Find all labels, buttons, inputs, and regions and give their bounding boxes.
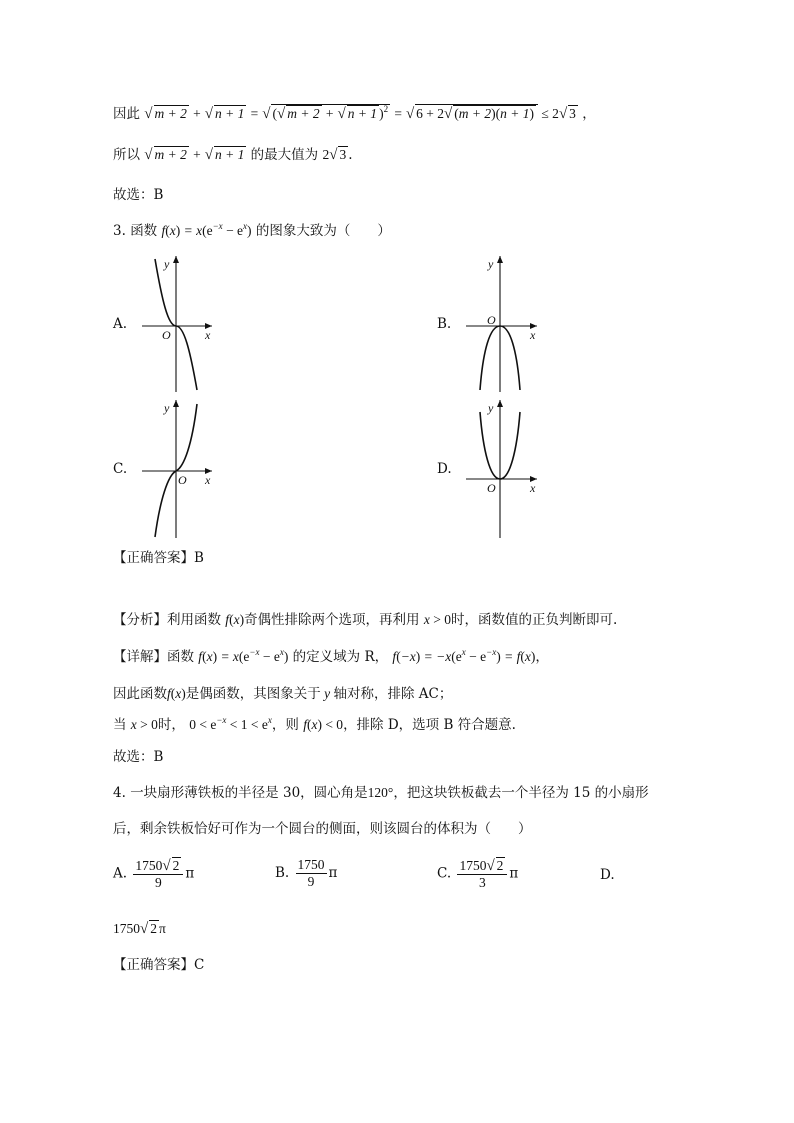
q4-option-c-den: 3 <box>479 875 486 890</box>
q3-detail-y: y <box>320 686 334 701</box>
q3-detail-label: 【详解】 <box>113 649 167 665</box>
q4-option-d-value: 1750√ 2 π <box>113 921 166 937</box>
q3-detail-line2c: 轴对称，排除 AC； <box>333 686 453 702</box>
q4-option-c-num: 1750 <box>459 858 487 873</box>
formula-sum-sqrt: √ m + 2 + √ n + 1 = √ (√ m + 2 + √ n + 1 )$^2$ = √ 6 + 2√ (m + 2)(n + 1) ≤ 2√ 3 <box>144 104 576 122</box>
q3-detail-domain: R <box>364 649 375 665</box>
q4-option-c-label: C. <box>437 865 452 882</box>
q3-detail-line3d: ，排除 D，选项 B 符合题意. <box>343 717 516 733</box>
q4-stem-line2: 后，剩余铁板恰好可作为一个圆台的侧面，则该圆台的体积为（ ） <box>113 821 532 837</box>
q3-detail-text1: 函数 <box>167 649 194 665</box>
q4-option-c-frac: $\frac{1750√ 2}{3}$ <box>457 857 507 891</box>
q3-analysis-label: 【分析】 <box>113 612 167 628</box>
solution-line-1: 因此 √ m + 2 + √ n + 1 = √ (√ m + 2 + √ n + 1 )$^2$ = √ 6 + 2√ (m + 2)(n + 1) ≤ 2√ 3 ， <box>113 104 596 122</box>
graph-c-y-label: y <box>164 401 170 415</box>
graph-b-y-arrow <box>497 256 503 263</box>
q3-formula: $f(x) = x(e^{-x} - e^x)$ <box>161 221 252 238</box>
graph-b-y-label: y <box>488 257 494 271</box>
q3-analysis-text3: 时，函数值的正负判断即可. <box>450 612 618 628</box>
q3-detail-line3c: ，则 <box>271 717 299 733</box>
formula-sum-sqrt-2: √ m + 2 + √ n + 1 <box>144 147 245 163</box>
answer-line-q3: 故选：B <box>113 749 164 765</box>
graph-a-x-label: x <box>205 328 211 342</box>
q4-stem-line1a: 一块扇形薄铁板的半径是 30，圆心角是 <box>130 785 368 801</box>
q3-detail-formula: $f(x) = x(e^{-x} - e^x)$ <box>198 647 289 664</box>
q3-stem-prefix: 函数 <box>130 223 158 239</box>
solution-line1-prefix: 因此 <box>113 106 140 122</box>
solution-line2-prefix: 所以 <box>113 147 140 163</box>
q3-detail-line2a: 因此函数 <box>113 686 167 702</box>
q3-analysis-cond: x > 0 <box>423 612 451 627</box>
q4-option-d-pi: π <box>158 921 166 936</box>
q3-detail-neg: f(x) < 0 <box>303 717 344 732</box>
q3-option-b-label[interactable]: B. <box>437 316 452 332</box>
q3-analysis-text2: 奇偶性排除两个选项，再利用 <box>244 612 420 628</box>
max-value: 2√ 3 <box>322 147 347 163</box>
q4-correct-answer-label: 【正确答案】 <box>113 957 194 973</box>
q4-angle: 120° <box>367 785 394 800</box>
q3-detail-ineq: $0 < e^{-x} < 1 < e^x$ <box>189 715 272 732</box>
graph-d-axes <box>466 400 537 538</box>
q3-option-d-label[interactable]: D. <box>437 461 452 477</box>
q4-option-d-label[interactable]: D. <box>600 867 615 883</box>
q3-detail-text3: ， <box>374 649 389 665</box>
graph-c-origin-label: O <box>178 473 187 487</box>
q3-detail-line2b: 是偶函数，其图象关于 <box>185 686 321 702</box>
graph-a-y-arrow <box>173 256 179 263</box>
answer-line-q2: 故选：B <box>113 187 164 203</box>
graph-a-y-label: y <box>164 257 170 271</box>
q3-detail-line1: 【详解】函数 $f(x) = x(e^{-x} - e^x)$ 的定义域为 R， $f(-x) = -x(e^x - e^{-x}) = f(x)$， <box>113 647 549 665</box>
q4-option-d-num: 1750 <box>113 921 140 936</box>
q3-correct-answer-value: B <box>194 550 204 566</box>
q3-stem-suffix: 的图象大致为（ ） <box>255 223 391 239</box>
graph-b-x-label: x <box>530 328 536 342</box>
q3-number: 3. <box>113 223 126 239</box>
graph-c-y-arrow <box>173 400 179 407</box>
q3-correct-answer <box>113 549 204 567</box>
q3-detail-text2: 的定义域为 <box>292 649 361 665</box>
graph-b-origin-label: O <box>487 313 496 327</box>
q4-option-c[interactable] <box>437 857 518 891</box>
q3-analysis-fx: f(x) <box>225 612 245 627</box>
q4-stem-line1 <box>113 784 649 802</box>
graph-d-y-arrow <box>497 400 503 407</box>
q3-detail-line2 <box>113 685 452 703</box>
q4-option-b-pi: π <box>328 865 338 881</box>
graph-a-axes <box>142 256 212 392</box>
q4-option-b-den: 9 <box>307 874 315 889</box>
q3-detail-fx: f(x) <box>167 686 186 701</box>
graph-d-origin-label: O <box>487 481 496 495</box>
solution-line-2: 所以 √ m + 2 + √ n + 1 的最大值为 2√ 3 . <box>113 147 353 163</box>
q4-option-b-num: 1750 <box>297 857 325 872</box>
q3-option-a-label[interactable]: A. <box>113 316 128 332</box>
q3-detail-line3 <box>113 716 516 734</box>
q4-correct-answer <box>113 956 204 974</box>
q4-option-b-label: B. <box>275 865 290 881</box>
q4-correct-answer-value: C <box>194 957 205 973</box>
graph-d-x-label: x <box>530 481 536 495</box>
q3-detail-line3a: 当 <box>113 717 127 733</box>
q3-analysis <box>113 611 617 629</box>
graph-a-origin-label: O <box>162 328 171 342</box>
q3-detail-cond: x > 0 <box>130 717 158 732</box>
q3-detail-even-check: $f(-x) = -x(e^x - e^{-x}) = f(x)$ <box>392 647 536 664</box>
q3-detail-line3b: 时， <box>157 717 185 733</box>
q4-option-a-pi: π <box>185 865 195 882</box>
graph-d-y-label: y <box>488 401 494 415</box>
q4-option-b-frac <box>296 857 327 890</box>
q4-option-a[interactable] <box>113 857 194 891</box>
q4-option-a-num: 1750 <box>135 858 163 873</box>
q4-option-a-label: A. <box>113 865 128 882</box>
q4-option-a-den: 9 <box>154 875 162 890</box>
graph-c-x-label: x <box>205 473 211 487</box>
q4-number: 4. <box>113 785 126 801</box>
q4-option-a-frac: $\frac{1750√ 2}{9}$ <box>133 857 183 891</box>
graph-c-axes <box>142 400 212 538</box>
q3-analysis-text1: 利用函数 <box>167 612 221 628</box>
q3-option-c-label[interactable]: C. <box>113 461 128 477</box>
q4-option-c-pi: π <box>509 865 519 882</box>
q4-option-b[interactable] <box>275 857 337 890</box>
solution-line2-suffix: 的最大值为 <box>250 147 319 163</box>
graph-b-axes <box>466 256 537 392</box>
q4-stem-line1b: ，把这块铁板截去一个半径为 15 的小扇形 <box>393 785 649 801</box>
q3-correct-answer-label: 【正确答案】 <box>113 550 194 566</box>
